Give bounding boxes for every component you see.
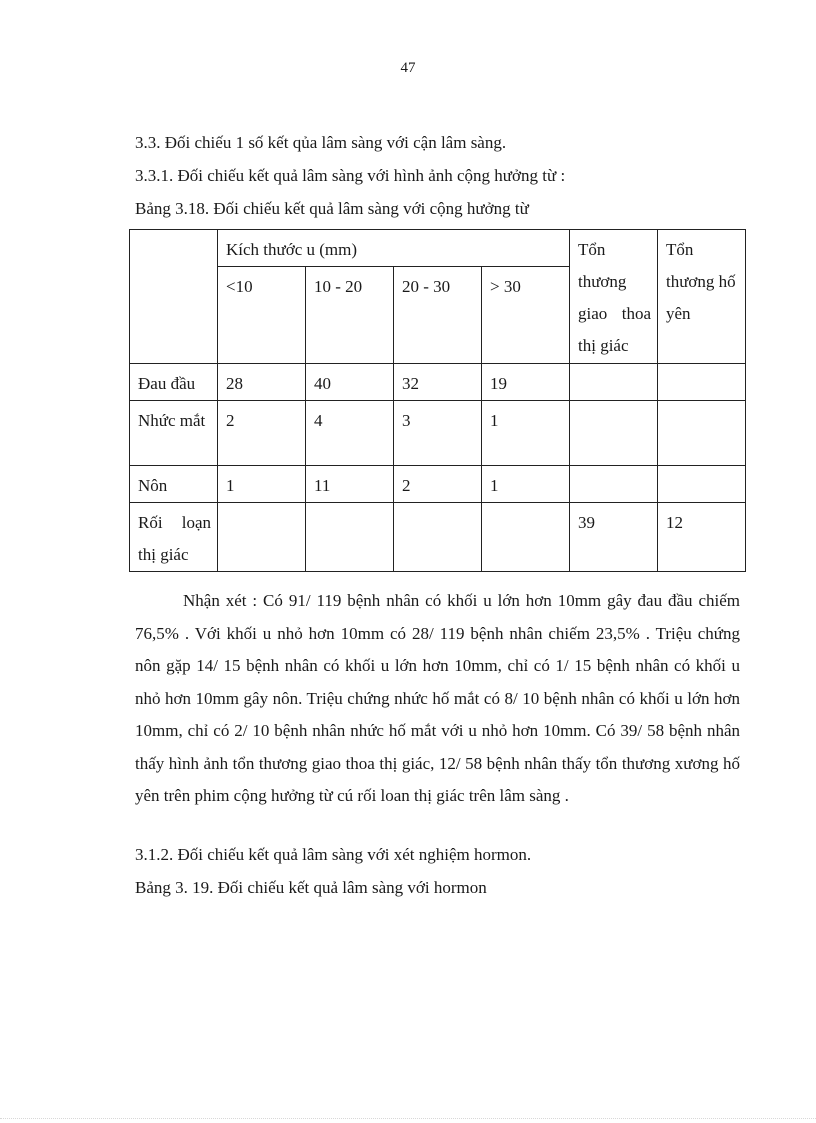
table-cell — [658, 466, 746, 503]
table-cell — [394, 503, 482, 572]
table-caption-3-18: Bảng 3.18. Đối chiếu kết quả lâm sàng với cộng hưởng từ — [135, 199, 529, 218]
comment-paragraph — [135, 585, 740, 813]
table-row — [130, 364, 746, 401]
table-cell: 28 — [218, 364, 306, 401]
table-cell: 12 — [658, 503, 746, 572]
corner-cell — [130, 230, 218, 364]
table-cell — [658, 401, 746, 466]
page-number: 47 — [400, 60, 416, 76]
mri-comparison-table — [129, 229, 746, 572]
row-label: Đau đầu — [130, 364, 218, 401]
table-row — [130, 466, 746, 503]
row-label: Nôn — [130, 466, 218, 503]
table-cell: 1 — [218, 466, 306, 503]
size-col-header: > 30 — [482, 267, 570, 364]
table-cell — [570, 401, 658, 466]
table-cell: 19 — [482, 364, 570, 401]
comment-text: Nhận xét : Có 91/ 119 bệnh nhân có khối u lớn hơn 10mm gây đau đầu chiếm 76,5% . Với khối u nhỏ hơn 10mm có 28/ 119 bệnh nhân chiếm 23,5% . Triệu chứng nôn gặp 14/ 15 bệnh nhân có khối u lớn hơn 10mm, chỉ có 1/ 15 bệnh nhân có khối u nhỏ hơn 10mm gây nôn. Triệu chứng nhức hố mắt có 8/ 10 bệnh nhân có khối u lớn hơn 10mm, chỉ có 2/ 10 bệnh nhân nhức hố mắt với u nhỏ hơn 10mm. Có 39/ 58 bệnh nhân thấy hình ảnh tổn thương giao thoa thị giác, 12/ 58 bệnh nhân thấy tổn thương xương hố yên trên phim cộng hưởng từ cú rối loan thị giác trên lâm sàng . — [135, 591, 740, 805]
table-cell: 4 — [306, 401, 394, 466]
section-heading-3-1-2: 3.1.2. Đối chiếu kết quả lâm sàng với xét nghiệm hormon. — [135, 845, 532, 864]
size-group-header: Kích thước u (mm) — [218, 230, 570, 267]
section-heading-3-3: 3.3. Đối chiếu 1 số kết qủa lâm sàng với cận lâm sàng. — [135, 133, 507, 152]
table-row — [130, 401, 746, 466]
size-col-header: 20 - 30 — [394, 267, 482, 364]
row-label: Nhức mắt — [130, 401, 218, 466]
table-cell: 2 — [218, 401, 306, 466]
table-cell — [570, 364, 658, 401]
ho-yen-header: Tổn thương hố yên — [658, 230, 746, 364]
table-cell: 3 — [394, 401, 482, 466]
table-caption-3-19: Bảng 3. 19. Đối chiếu kết quả lâm sàng với hormon — [135, 878, 487, 897]
size-col-header: 10 - 20 — [306, 267, 394, 364]
section-heading-3-3-1: 3.3.1. Đối chiếu kết quả lâm sàng với hình ảnh cộng hưởng từ : — [135, 166, 566, 185]
table-cell — [658, 364, 746, 401]
table-cell: 1 — [482, 401, 570, 466]
table-cell — [482, 503, 570, 572]
page-bottom-rule — [0, 1118, 816, 1119]
table-cell — [306, 503, 394, 572]
table-header-row — [130, 230, 746, 267]
table-cell: 11 — [306, 466, 394, 503]
table-cell: 40 — [306, 364, 394, 401]
table-cell — [218, 503, 306, 572]
table-cell: 2 — [394, 466, 482, 503]
giao-thoa-header: Tổn thương giao thoa thị giác — [570, 230, 658, 364]
table-cell — [570, 466, 658, 503]
table-cell: 39 — [570, 503, 658, 572]
table-row — [130, 503, 746, 572]
table-cell: 1 — [482, 466, 570, 503]
table-cell: 32 — [394, 364, 482, 401]
row-label: Rối loạn thị giác — [130, 503, 218, 572]
size-col-header: <10 — [218, 267, 306, 364]
